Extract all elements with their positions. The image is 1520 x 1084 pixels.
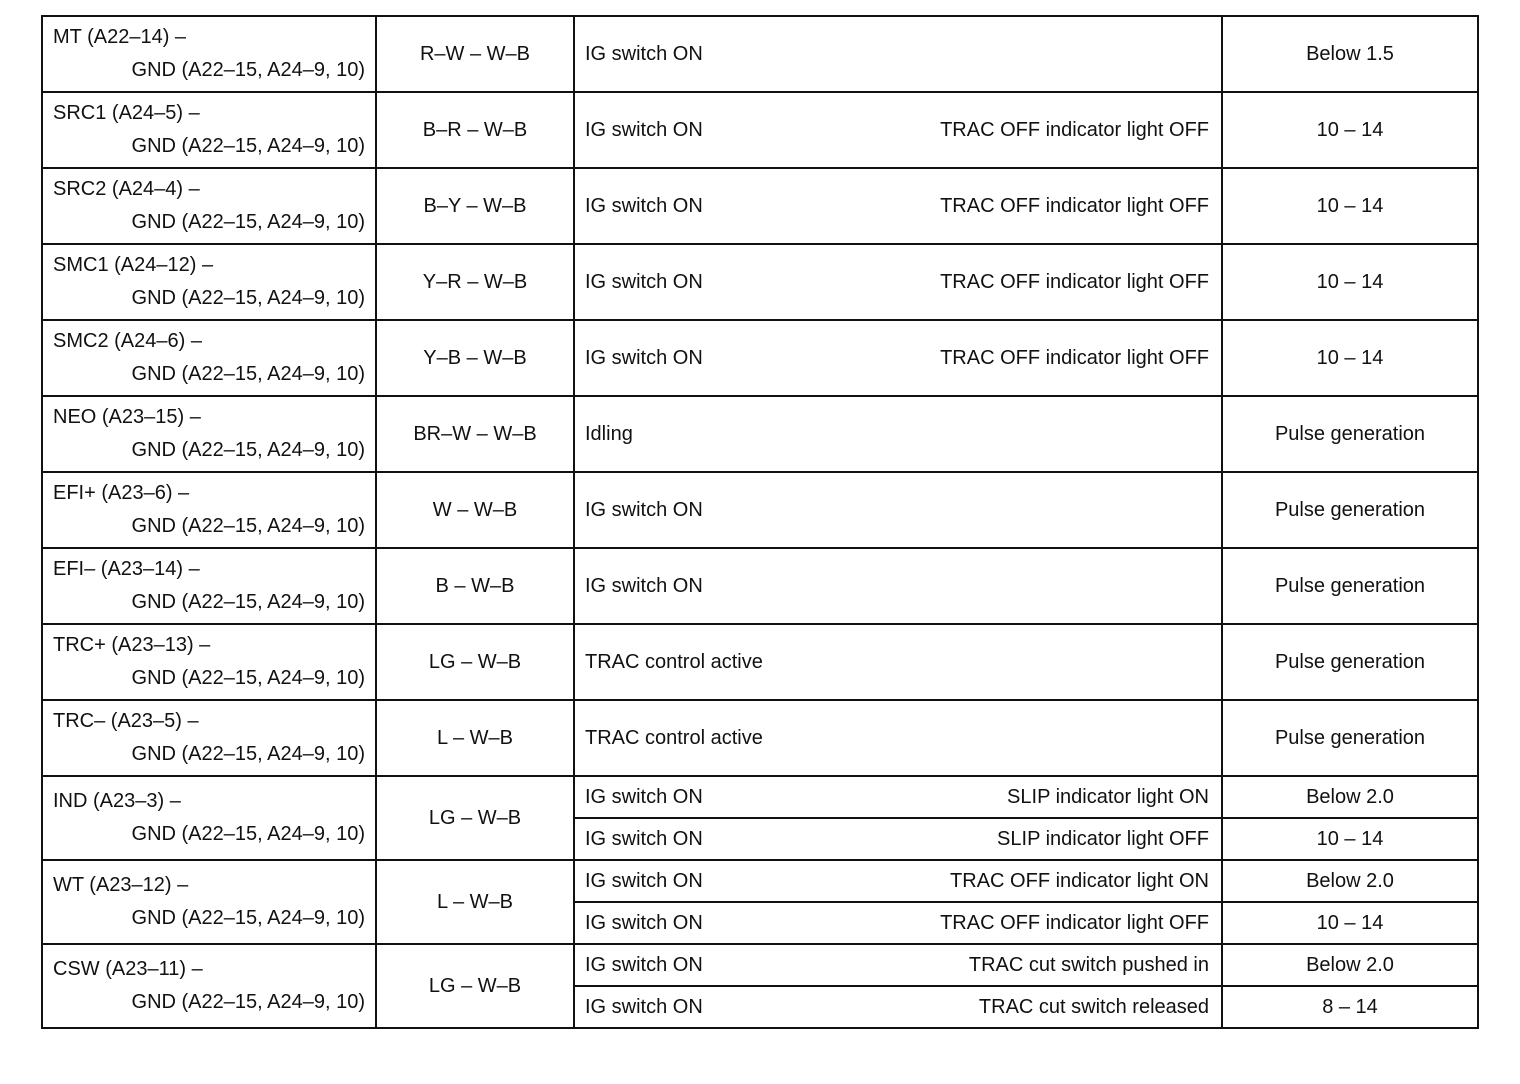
- ground-name: GND (A22–15, A24–9, 10): [131, 823, 365, 845]
- specified-condition-cell: Pulse generation: [1222, 548, 1478, 624]
- terminal-name: TRC+ (A23–13) –: [53, 634, 211, 656]
- specified-condition-cell: Below 2.0: [1222, 776, 1478, 818]
- ground-name: GND (A22–15, A24–9, 10): [131, 439, 365, 461]
- condition-text: IG switch ON: [585, 785, 703, 808]
- condition-cell: [574, 16, 1222, 92]
- condition-cell: [574, 396, 1222, 472]
- condition-cell: [574, 944, 1222, 986]
- condition-cell: [574, 700, 1222, 776]
- table-row: [42, 16, 1478, 92]
- condition-content: [585, 347, 1209, 370]
- condition-subtext: TRAC OFF indicator light OFF: [940, 194, 1209, 217]
- terminal-name: CSW (A23–11) –: [53, 958, 203, 980]
- terminal-name: SMC2 (A24–6) –: [53, 330, 202, 352]
- condition-text: IG switch ON: [585, 574, 703, 597]
- table-row: [42, 700, 1478, 776]
- condition-cell: [574, 624, 1222, 700]
- terminal-cell: [42, 700, 376, 776]
- condition-subtext: TRAC OFF indicator light OFF: [940, 118, 1209, 141]
- terminal-cell: [42, 624, 376, 700]
- specified-condition-cell: 10 – 14: [1222, 92, 1478, 168]
- table-row: [42, 548, 1478, 624]
- specified-condition-cell: 10 – 14: [1222, 902, 1478, 944]
- condition-subtext: SLIP indicator light OFF: [997, 827, 1209, 850]
- terminal-cell: [42, 860, 376, 944]
- condition-content: [585, 119, 1209, 142]
- condition-cell: [574, 986, 1222, 1028]
- condition-content: [585, 575, 1209, 598]
- condition-subtext: TRAC cut switch pushed in: [968, 953, 1209, 976]
- specified-condition-cell: 10 – 14: [1222, 320, 1478, 396]
- specified-condition-cell: 10 – 14: [1222, 818, 1478, 860]
- terminal-cell: [42, 396, 376, 472]
- condition-subtext: SLIP indicator light ON: [1007, 785, 1209, 808]
- condition-cell: [574, 776, 1222, 818]
- condition-cell: [574, 244, 1222, 320]
- wiring-color-cell: L – W–B: [376, 860, 574, 944]
- condition-content: [585, 195, 1209, 218]
- terminal-name: SRC1 (A24–5) –: [53, 102, 200, 124]
- ground-name: GND (A22–15, A24–9, 10): [131, 907, 365, 929]
- terminal-cell: [42, 92, 376, 168]
- condition-content: [585, 954, 1209, 977]
- condition-cell: [574, 902, 1222, 944]
- specified-condition-cell: 8 – 14: [1222, 986, 1478, 1028]
- condition-text: IG switch ON: [585, 194, 703, 217]
- condition-cell: [574, 320, 1222, 396]
- ground-name: GND (A22–15, A24–9, 10): [131, 991, 365, 1013]
- table-row: [42, 244, 1478, 320]
- condition-cell: [574, 548, 1222, 624]
- terminal-name: IND (A23–3) –: [53, 790, 181, 812]
- condition-text: IG switch ON: [585, 953, 703, 976]
- terminal-cell: [42, 776, 376, 860]
- wiring-color-cell: Y–R – W–B: [376, 244, 574, 320]
- terminal-cell: [42, 944, 376, 1028]
- condition-text: IG switch ON: [585, 42, 703, 65]
- ground-name: GND (A22–15, A24–9, 10): [131, 515, 365, 537]
- wiring-color-cell: R–W – W–B: [376, 16, 574, 92]
- specified-condition-cell: Below 2.0: [1222, 944, 1478, 986]
- wiring-color-cell: Y–B – W–B: [376, 320, 574, 396]
- terminal-name: WT (A23–12) –: [53, 874, 189, 896]
- condition-content: [585, 271, 1209, 294]
- table-row: [42, 624, 1478, 700]
- condition-text: IG switch ON: [585, 498, 703, 521]
- ground-name: GND (A22–15, A24–9, 10): [131, 363, 365, 385]
- terminal-cell: [42, 244, 376, 320]
- condition-text: IG switch ON: [585, 270, 703, 293]
- table-row: [42, 168, 1478, 244]
- condition-text: IG switch ON: [585, 995, 703, 1018]
- specified-condition-cell: Pulse generation: [1222, 396, 1478, 472]
- condition-cell: [574, 92, 1222, 168]
- terminal-name: NEO (A23–15) –: [53, 406, 201, 428]
- condition-text: Idling: [585, 422, 633, 445]
- wiring-color-cell: L – W–B: [376, 700, 574, 776]
- ground-name: GND (A22–15, A24–9, 10): [131, 743, 365, 765]
- table-row: [42, 860, 1478, 902]
- table-row: [42, 320, 1478, 396]
- condition-content: [585, 651, 1209, 674]
- wiring-color-cell: LG – W–B: [376, 776, 574, 860]
- terminal-name: EFI+ (A23–6) –: [53, 482, 190, 504]
- condition-text: IG switch ON: [585, 346, 703, 369]
- condition-content: [585, 43, 1209, 66]
- condition-cell: [574, 818, 1222, 860]
- condition-cell: [574, 860, 1222, 902]
- wiring-color-cell: LG – W–B: [376, 624, 574, 700]
- wiring-color-cell: LG – W–B: [376, 944, 574, 1028]
- ground-name: GND (A22–15, A24–9, 10): [131, 211, 365, 233]
- condition-content: [585, 870, 1209, 893]
- wiring-color-cell: W – W–B: [376, 472, 574, 548]
- terminal-name: EFI– (A23–14) –: [53, 558, 200, 580]
- terminal-name: SRC2 (A24–4) –: [53, 178, 200, 200]
- specified-condition-cell: Pulse generation: [1222, 472, 1478, 548]
- terminal-inspection-table: [41, 15, 1479, 1029]
- ground-name: GND (A22–15, A24–9, 10): [131, 59, 365, 81]
- ground-name: GND (A22–15, A24–9, 10): [131, 287, 365, 309]
- specified-condition-cell: Below 1.5: [1222, 16, 1478, 92]
- condition-subtext: TRAC OFF indicator light ON: [950, 869, 1209, 892]
- table-row: [42, 92, 1478, 168]
- condition-text: IG switch ON: [585, 827, 703, 850]
- condition-content: [585, 996, 1209, 1019]
- specified-condition-cell: 10 – 14: [1222, 244, 1478, 320]
- condition-content: [585, 912, 1209, 935]
- wiring-color-cell: B–Y – W–B: [376, 168, 574, 244]
- specified-condition-cell: Pulse generation: [1222, 700, 1478, 776]
- condition-text: IG switch ON: [585, 869, 703, 892]
- specified-condition-cell: Below 2.0: [1222, 860, 1478, 902]
- wiring-color-cell: B – W–B: [376, 548, 574, 624]
- ground-name: GND (A22–15, A24–9, 10): [131, 667, 365, 689]
- wiring-color-cell: BR–W – W–B: [376, 396, 574, 472]
- condition-subtext: TRAC OFF indicator light OFF: [940, 911, 1209, 934]
- condition-subtext: TRAC cut switch released: [978, 995, 1209, 1018]
- terminal-name: SMC1 (A24–12) –: [53, 254, 214, 276]
- table-row: [42, 944, 1478, 986]
- terminal-name: TRC– (A23–5) –: [53, 710, 199, 732]
- condition-content: [585, 423, 1209, 446]
- condition-cell: [574, 168, 1222, 244]
- condition-text: TRAC control active: [585, 650, 763, 673]
- condition-text: TRAC control active: [585, 726, 763, 749]
- condition-subtext: TRAC OFF indicator light OFF: [940, 346, 1209, 369]
- terminal-cell: [42, 16, 376, 92]
- terminal-cell: [42, 168, 376, 244]
- terminal-cell: [42, 320, 376, 396]
- ground-name: GND (A22–15, A24–9, 10): [131, 135, 365, 157]
- table-row: [42, 396, 1478, 472]
- condition-content: [585, 499, 1209, 522]
- terminal-name: MT (A22–14) –: [53, 26, 187, 48]
- condition-text: IG switch ON: [585, 118, 703, 141]
- table-row: [42, 776, 1478, 818]
- condition-content: [585, 727, 1209, 750]
- specified-condition-cell: Pulse generation: [1222, 624, 1478, 700]
- condition-content: [585, 786, 1209, 809]
- terminal-cell: [42, 548, 376, 624]
- table-body: [42, 16, 1478, 1028]
- ground-name: GND (A22–15, A24–9, 10): [131, 591, 365, 613]
- terminal-cell: [42, 472, 376, 548]
- table-row: [42, 472, 1478, 548]
- condition-cell: [574, 472, 1222, 548]
- condition-text: IG switch ON: [585, 911, 703, 934]
- specified-condition-cell: 10 – 14: [1222, 168, 1478, 244]
- wiring-color-cell: B–R – W–B: [376, 92, 574, 168]
- condition-subtext: TRAC OFF indicator light OFF: [940, 270, 1209, 293]
- condition-content: [585, 828, 1209, 851]
